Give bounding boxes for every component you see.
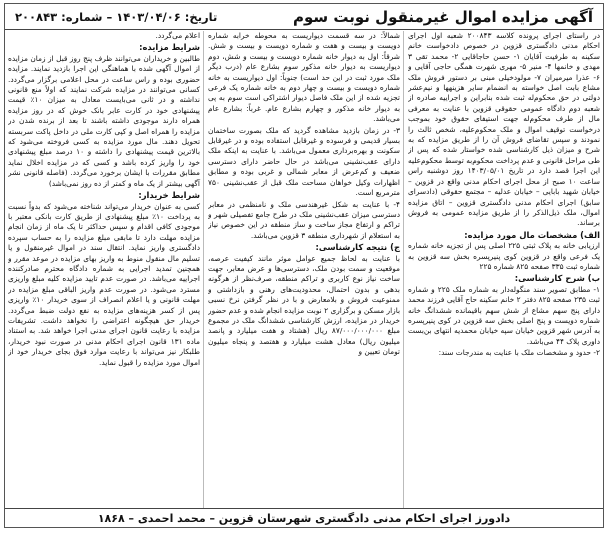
section-heading-buyer-terms: شرایط خریدار: [138,190,200,201]
section-heading-property: الف) مشخصات مال مورد مزایده: [464,229,600,240]
appraisal-item-4: ۴- با عنایت به شکل غیرهندسی ملک و نامنظمی در معابر دسترسی میزان عقب‌نشینی ملک در طرح جامع تفصیلی شهر و تراکم و ارتفاع مجاز ساخت و ساز منطقه در این خصوص نیاز به استعلام از شهرداری منطقه ۳ قزوین می‌باشد. [208,199,400,240]
section-heading-result: ج) نتیجه کارشناسی: [315,242,400,253]
column-2 [208,31,404,508]
auction-terms: طالبین و خریداران می‌توانند ظرف پنج روز قبل از زمان مزایده از اموال آگهی شده با هماهنگی این اجرا بازدید نمایند. مزایده حضوری بوده و راس ساعت در محل اعلامی برگزار می‌گردد. کسانی می‌توانند در مزایده شرکت نمایند که اولاً منع قانونی نداشته و در ثانی می‌بایست معادل به میزان ۱۰٪ قیمت پیشنهادی خود در کارت عابر بانک خوش که در روز مزایده همراه دارند موجودی داشته باشند تا بعد از برنده شدن در مزایده را همراه اصل و کپی کارت ملی در داخل پاکت سربسته تحویل دهند. مال مورد مزایده به کسی فروخته می‌شود که بالاترین قیمت پیشنهادی را داشته و ۱۰ درصد مبلغ پیشنهادی خود را واریز کرده باشد و کسی که در مزایده اخلال نماید مطابق مقررات با ایشان برخورد می‌گردد. (فاصله قانونی نشر آگهی بیشتر از یک ماه و کمتر از ده روز نمی‌باشد) [8,53,200,188]
appraisal-result: با عنایت به لحاظ جمیع عوامل موثر مانند کیفیت عرصه، موقعیت و سمت بودن ملک، دسترسی‌ها و عرض معابر، جهت ساخت نیاز نوع کاربری و تراکم منطقه، صرف‌نظر از هرگونه بدهی و بدون احتمال، محدودیت‌های رهنی و بازداشتی و ممنوعیت فروش و بلامعارض و با در نظر گرفتن نرخ نسبی بازار مسکن و برگزاری ۲ نوبت مزایده انجام شده و عدم حضور خریدار در مزایده، ارزش کارشناسی ششدانگ ملک در مجموع مبلغ ۸۷/۰۰۰/۰۰۰/۰۰۰ ریال (هشتاد و هفت میلیارد و پانصد میلیون ریال) معادل هشت میلیارد و هفتصد و پنجاه میلیون تومان تعیین و [208,253,400,357]
column-3 [8,31,204,508]
appraisal-item-3: ۳- در زمان بازدید مشاهده گردید که ملک بصورت ساختمان بسیار قدیمی و فرسوده و غیرقابل استفاده بوده و در غیرقابل سکونت و بهره‌برداری معمول می‌باشد. با عنایت به اینکه ملک دارای عقب‌نشینی می‌باشد در حال حاضر دارای دسترسی ضعیف و کم‌عرض از معابر شمالی و غربی بوده و مطابق اظهارات وکیل خواهان مساحت ملک قبل از عقب‌نشینی ۷۵۰ مترمربع است. [208,125,400,198]
intro-paragraph: در راستای اجرای پرونده کلاسه ۲۰۰۸۴۳ شعبه اول اجرای احکام مدنی دادگستری قزوین در خصوص دادخواست خانم سکینه به طرفیت آقایان ۱- حسن حاجاقایی ۲- محمد تقی ۳ مهدی و خانمها ۴- منیر ۵- مهری شهرت همگی حاجی آقایی و ۶- عذرا میرمیران ۷- مولودخیلی مبنی بر دستور فروش ملک مشاع بابت اصل خواسته به انضمام سایر هزینهها و نیم‌عشر دولتی در حق محکوم‌له ثبت شده بنابراین و اجراییه صادره از شعبه دوم دادگاه عمومی حقوقی قزوین با عنایت به معرفی مال از طرف محکوم‌له جهت استیفای حقوق خود بموجب درخواست توقیف اموال و ملک محکوم‌علیه، شخص ثالث را نمودند و سپس تقاضای فروش آن را از طریق مزایده که به شرح و میزان ذیل کارشناسی شده خواستار شده که پس از طی مراحل قانونی و عدم پرداخت محکوم‌به توسط محکوم‌علیه این اجرا قصد دارد در تاریخ ۱۴۰۳/۰۵/۰۱ روز دوشنبه راس ساعت ۱۰ صبح از محل اجرای احکام مدنی واقع در قزوین – خیابان شهید بابایی – خیابان عدلیه – مجتمع حقوقی (دادسرای سابق) اجرای احکام مدنی دادگستری قزوین – اتاق مزایده اموال، ملک ذیل‌الذکر را از طریق مزایده عمومی به فروش برساند. [408,31,600,228]
column-1 [408,31,600,508]
appraisal-item-1: ۱- مطابق تصویر سند منگوله‌دار به شماره ملک ۲۲۵ و شماره ثبت ۲۳۵ صفحه ۸۲۵ دفتر ۲ خانم سکینه حاج آقایی فرزند محمد دارای پنج سهم مشاع از شش سهم باقیمانده ششدانگ خانه شماره دویست و پنج اصلی بخش سه قزوین در کوی پنیرپسره به آدرس شهر قزوین خیابان سپه خیابان محمدیه انتهای بن‌بست داوری پلاک ۴۴ می‌باشد. [408,284,600,346]
section-heading-appraisal: ب) شرح کارشناسی: [514,273,600,284]
property-description: ارزیابی خانه به پلاک ثبتی ۲۲۵ اصلی پس از تجزیه خانه شماره یک فرعی واقع در قزوین کوی پنیرپسره بخش سه قزوین به شماره ثبت ۳۳۵ صفحه ۸۲۵ شماره ۲۲۵ [408,241,600,271]
notice-signature: دادورز اجرای احکام مدنی دادگستری شهرستان قزوین – محمد احمدی – ۱۸۶۸ [5,508,603,527]
notice-title: آگهی مزایده اموال غیرمنقول نوبت سوم [293,7,593,26]
auction-notice [4,3,604,528]
section-heading-auction-terms: شرایط مزایده: [139,42,200,53]
buyer-terms: کسی به عنوان خریدار می‌تواند شناخته می‌شود که بدواً نسبت به پرداخت ۱۰٪ مبلغ پیشنهادی از طریق کارت بانکی معتبر با موجودی کافی اقدام و سپس حداکثر تا یک ماه از زمان انجام مزایده مهلت دارد تا مابقی مبلغ مزایده را به حساب سپرده دادگستری واریز نماید. انتقال سند در اموال غیرمنقول و یا تسلیم مال منقول منوط به واریز بهای مزایده در موعد مقرر و همچنین تمدید اجرایی به شماره دادگاه محترم صادرکننده اجراییه می‌باشد. در صورت عدم تایید مزایده کلیه مبلغ واریزی مسترد می‌شود. در صورت عدم واریز الباقی مبلغ مزایده در مهلت قانونی و یا اعلام انصراف از سوی خریدار ۱۰٪ واریزی پس از کسر هزینه‌های مزایده به نفع دولت ضبط می‌گردد. خریدار حق هیچگونه اعتراضی را نخواهد داشت. تشریفات مزایده با رعایت قانون اجرای مدنی اجرا خواهد شد. به استناد ماده ۱۳۱ قانون اجرای احکام مدنی در صورت نبود خریدار، طلبکار نیز می‌تواند با رعایت موارد فوق بجای خریدار خود از اموال مورد مزایده را قبول نماید. [8,201,200,367]
boundaries-paragraph: شمالاً: در سه قسمت دیواریست به محوطه خرابه شماره دویست و بیست و هفت و شماره دویست و بیست و شش. شرقاً: اول به دیوار خانه شماره دویست و بیست و شش، دوم دیواریست به دیوار خانه مذکور سوم بشارع عام (درب دیگر ملک مورد ثبت در این حد است) جنوباً: اول دیواریست به خانه شماره دویست و بیست و چهار دوم به خانه شماره یک فرعی تجزیه شده از این ملک فاصل دیوار اشتراکی است سوم به پی به دیوار خانه مذکور و چهارم بشارع عام. غرباً: بشارع عام می‌باشد. [208,31,400,124]
announcement-line: اعلام می‌گردد. [155,31,200,40]
notice-header [5,4,603,30]
date-and-number: تاریخ: ۱۴۰۳/۰۴/۰۶ – شماره: ۲۰۰۸۴۳ [15,9,218,24]
notice-body [8,31,600,508]
appraisal-item-2: ۲- حدود و مشخصات ملک با عنایت به مندرجات سند: [438,348,600,358]
